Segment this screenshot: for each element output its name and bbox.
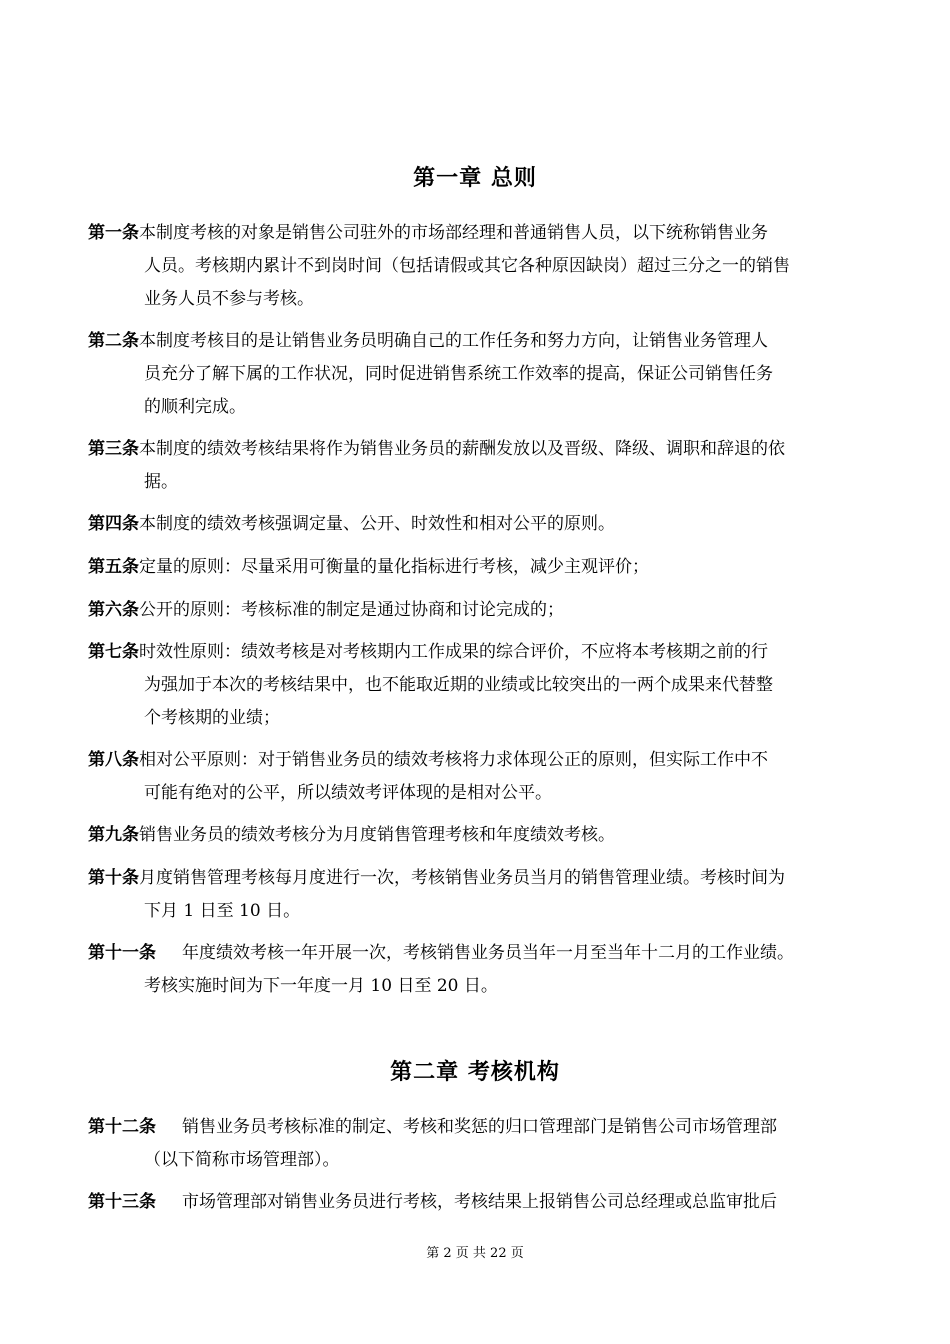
article-text: 考核实施时间为下一年度一月 10 日至 20 日。	[144, 976, 498, 996]
article-text: 据。	[144, 472, 178, 492]
article-13	[88, 1186, 868, 1219]
article-2	[88, 325, 868, 424]
article-3	[88, 433, 868, 499]
article-11	[88, 937, 868, 1003]
article-text: 定量的原则：尽量采用可衡量的量化指标进行考核，减少主观评价；	[139, 557, 649, 577]
article-text: 月度销售管理考核每月度进行一次，考核销售业务员当月的销售管理业绩。考核时间为	[139, 868, 785, 888]
article-12	[88, 1111, 868, 1177]
article-label: 第十条	[88, 868, 139, 888]
chapter-title-1: 第一章 总则	[413, 166, 537, 191]
article-5	[88, 551, 868, 584]
article-label: 第七条	[88, 642, 139, 662]
article-text: 人员。考核期内累计不到岗时间（包括请假或其它各种原因缺岗）超过三分之一的销售	[144, 256, 790, 276]
article-text: 为强加于本次的考核结果中，也不能取近期的业绩或比较突出的一两个成果来代替整	[144, 675, 773, 695]
article-text: 公开的原则：考核标准的制定是通过协商和讨论完成的；	[139, 600, 564, 620]
article-label: 第十二条	[88, 1117, 156, 1137]
article-text: 可能有绝对的公平，所以绩效考评体现的是相对公平。	[144, 783, 552, 803]
article-label: 第十三条	[88, 1192, 156, 1212]
article-text: 下月 1 日至 10 日。	[144, 901, 301, 921]
article-text: 时效性原则：绩效考核是对考核期内工作成果的综合评价，不应将本考核期之前的行	[139, 642, 768, 662]
article-label: 第十一条	[88, 943, 156, 963]
article-label: 第二条	[88, 331, 139, 351]
article-text: 本制度考核的对象是销售公司驻外的市场部经理和普通销售人员，以下统称销售业务	[139, 223, 768, 243]
article-label: 第六条	[88, 600, 139, 620]
article-label: 第八条	[88, 750, 139, 770]
article-label: 第三条	[88, 439, 139, 459]
article-text: 本制度考核目的是让销售业务员明确自己的工作任务和努力方向，让销售业务管理人	[139, 331, 768, 351]
article-8	[88, 744, 868, 810]
article-text: 员充分了解下属的工作状况，同时促进销售系统工作效率的提高，保证公司销售任务	[144, 364, 773, 384]
article-text: 的顺利完成。	[144, 397, 246, 417]
article-text: 年度绩效考核一年开展一次，考核销售业务员当年一月至当年十二月的工作业绩。	[182, 943, 794, 963]
article-6	[88, 594, 868, 627]
article-text: 本制度的绩效考核结果将作为销售业务员的薪酬发放以及晋级、降级、调职和辞退的依	[139, 439, 785, 459]
article-text: 业务人员不参与考核。	[144, 289, 314, 309]
article-1	[88, 217, 868, 316]
article-text: 销售业务员的绩效考核分为月度销售管理考核和年度绩效考核。	[139, 825, 615, 845]
chapter-title-2: 第二章 考核机构	[390, 1060, 560, 1085]
article-text: 相对公平原则：对于销售业务员的绩效考核将力求体现公正的原则，但实际工作中不	[139, 750, 768, 770]
article-text: （以下简称市场管理部）。	[144, 1150, 340, 1170]
article-9	[88, 819, 868, 852]
article-label: 第四条	[88, 514, 139, 534]
article-10	[88, 862, 868, 928]
page-footer: 第 2 页 共 22 页	[426, 1246, 524, 1261]
article-text: 销售业务员考核标准的制定、考核和奖惩的归口管理部门是销售公司市场管理部	[182, 1117, 777, 1137]
article-label: 第五条	[88, 557, 139, 577]
article-label: 第九条	[88, 825, 139, 845]
article-text: 本制度的绩效考核强调定量、公开、时效性和相对公平的原则。	[139, 514, 615, 534]
article-text: 市场管理部对销售业务员进行考核，考核结果上报销售公司总经理或总监审批后	[182, 1192, 777, 1212]
article-4	[88, 508, 868, 541]
article-label: 第一条	[88, 223, 139, 243]
article-7	[88, 636, 868, 735]
article-text: 个考核期的业绩；	[144, 708, 280, 728]
